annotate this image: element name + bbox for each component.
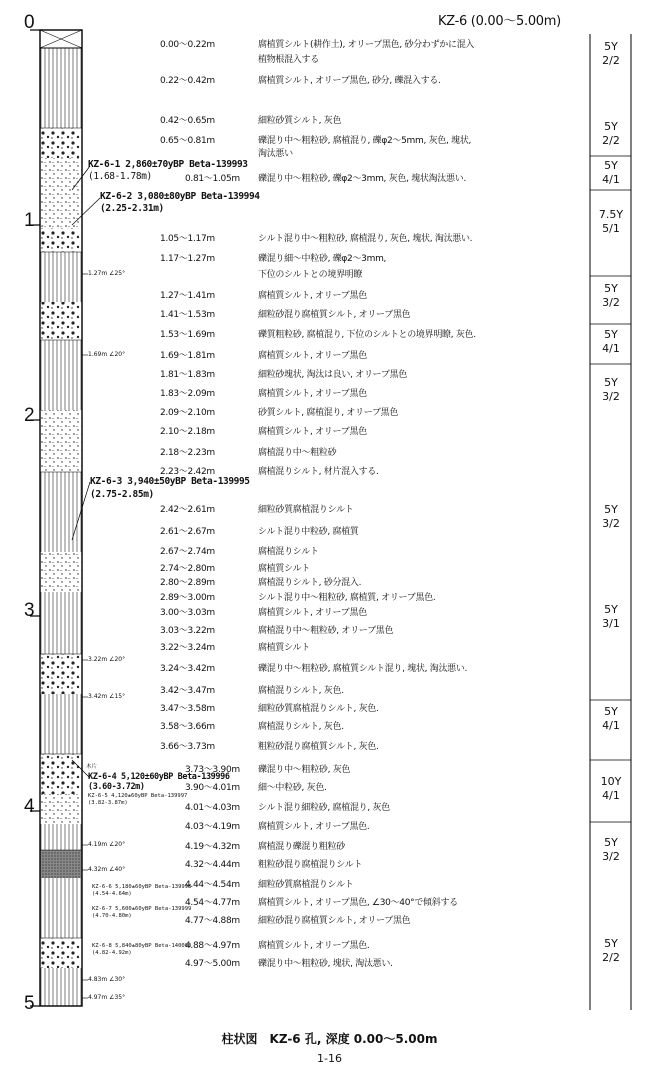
layer-range: 2.89～3.00m [160,593,215,603]
layer-description: 礫混り中～粗粒砂, 礫φ2～3mm, 灰色, 塊状淘汰悪い. [258,174,466,184]
layer-range: 3.42～3.47m [160,686,215,696]
dip-label: 1.69m ∠20° [88,351,126,358]
small-sample-note: KZ-6-5 4,120±60yBP Beta-139997 [88,793,188,799]
layer-range: 2.74～2.80m [160,564,215,574]
layer-range: 2.18～2.23m [160,448,215,458]
dip-label: 4.83m ∠30° [88,976,126,983]
layer-range: 0.00～0.22m [160,40,215,50]
layer-range: 0.65～0.81m [160,136,215,146]
layer-range: 3.22～3.24m [160,643,215,653]
layer-range: 2.09～2.10m [160,408,215,418]
layer-description: シルト混り中～粗粒砂, 腐植質, オリーブ黒色. [258,593,436,603]
layer-description: 細粒砂質腐植混りシルト [258,880,354,890]
layer-range: 0.81～1.05m [185,174,240,184]
layer-description: 細粒砂質腐植混りシルト [258,505,354,515]
layer-description: 細粒砂混り腐植質シルト, オリーブ黒色 [258,310,411,320]
layer-description: 腐植混り礫混り粗粒砂 [258,842,346,852]
small-sample-depth: (4.82-4.92m) [92,950,132,956]
layer-description: 砂質シルト, 腐植混り, オリーブ黒色 [258,408,399,418]
layer-range: 2.61～2.67m [160,527,215,537]
munsell-entry: 5Y 3/1 [602,603,620,630]
layer-range: 0.42～0.65m [160,116,215,126]
layer-description: 腐植質シルト, オリーブ黒色 [258,427,367,437]
layer-range: 3.90～4.01m [185,783,240,793]
layer-range: 1.17～1.27m [160,254,215,264]
sample-note: KZ-6-1 2,860±70yBP Beta-139993 [88,159,248,170]
depth-label-1: 1 [24,210,35,231]
layer-description-cont: 下位のシルトとの境界明瞭 [258,270,363,280]
borehole-title: KZ-6 (0.00～5.00m) [438,14,561,29]
layer-description: 細粒砂塊状, 淘汰は良い, オリーブ黒色 [258,370,407,380]
layer-description: 腐植混りシルト, 灰色. [258,722,344,732]
munsell-entry: 5Y 3/2 [602,503,620,530]
layer-range: 3.24～3.42m [160,664,215,674]
layer-description-cont: 植物根混入する [258,55,319,65]
layer-range: 2.10～2.18m [160,427,215,437]
layer-description: 腐植質シルト, オリーブ黒色, 砂分, 礫混入する. [258,76,441,86]
layer-range: 3.58～3.66m [160,722,215,732]
layer-description: 腐植質シルト, オリーブ黒色, ∠30～40°で傾斜する [258,898,458,908]
layer-description: 腐植混り中～粗粒砂 [258,448,337,458]
dip-label: 4.19m ∠20° [88,841,126,848]
dip-label: 1.27m ∠25° [88,270,126,277]
layer-description: 細～中粒砂, 灰色. [258,783,327,793]
layer-description: 腐植質シルト, オリーブ黒色. [258,941,370,951]
depth-label-3: 3 [24,600,35,621]
layer-description: 腐植質シルト(耕作土), オリーブ黒色, 砂分わずかに混入 [258,40,475,50]
layer-description: 礫混り細～中粒砂, 礫φ2～3mm, [258,254,387,264]
layer-range: 4.54～4.77m [185,898,240,908]
layer-range: 0.22～0.42m [160,76,215,86]
layer-description: 腐植質シルト, オリーブ黒色 [258,291,367,301]
layer-description: 礫混り中～粗粒砂, 塊状, 淘汰悪い. [258,959,393,969]
layer-description-cont: 淘汰悪い [258,149,293,159]
layer-range: 2.80～2.89m [160,578,215,588]
small-sample-note: KZ-6-8 5,840±80yBP Beta-140000 [92,943,192,949]
sample-depth: (2.25-2.31m) [100,203,164,214]
munsell-entry: 5Y 3/2 [602,836,620,863]
figure-caption: 柱状図 KZ-6 孔, 深度 0.00～5.00m [221,1032,438,1046]
sample-depth: (1.68-1.78m) [88,171,152,182]
munsell-entry: 5Y 4/1 [602,328,620,355]
layer-description: 腐植質シルト [258,564,310,574]
layer-range: 3.47～3.58m [160,704,215,714]
layer-description: 細粒砂質腐植混りシルト, 灰色. [258,704,379,714]
dip-label: 3.22m ∠20° [88,656,126,663]
dip-leaders [82,274,88,998]
layer-range: 3.66～3.73m [160,742,215,752]
layer-description: 礫混り中～粗粒砂, 腐植質シルト混り, 塊状, 淘汰悪い. [258,664,468,674]
sample-note: KZ-6-4 5,120±60yBP Beta-139996 [88,772,230,782]
layer-description: 粗粒砂混り腐植質シルト, 灰色. [258,742,379,752]
depth-label-2: 2 [24,405,35,426]
layer-description: 礫混り中～粗粒砂, 腐植混り, 礫φ2～5mm, 灰色, 塊状, [258,136,472,146]
small-sample-depth: (4.70-4.80m) [92,913,132,919]
layer-range: 3.03～3.22m [160,626,215,636]
layer-range: 4.97～5.00m [185,959,240,969]
layer-range: 4.32～4.44m [185,860,240,870]
small-sample-depth: (3.82-3.87m) [88,800,128,806]
layer-description: 粗粒砂混り腐植混りシルト [258,860,363,870]
layer-description: シルト混り中～粗粒砂, 腐植混り, 灰色, 塊状, 淘汰悪い. [258,234,473,244]
layer-description: 細粒砂質シルト, 灰色 [258,116,342,126]
munsell-entry: 5Y 3/2 [602,376,620,403]
layer-description: 腐植質シルト, オリーブ黒色. [258,822,370,832]
layer-range: 1.05～1.17m [160,234,215,244]
layer-range: 4.01～4.03m [185,803,240,813]
dip-label: 4.97m ∠35° [88,994,126,1001]
munsell-entry: 7.5Y 5/1 [598,208,624,235]
layer-range: 2.42～2.61m [160,505,215,515]
layer-description: 腐植混りシルト, 灰色. [258,686,344,696]
layer-range: 4.44～4.54m [185,880,240,890]
sample-note: KZ-6-3 3,940±50yBP Beta-139995 [90,476,250,487]
depth-ticks [30,30,40,1006]
small-sample-depth: (4.54-4.64m) [92,891,132,897]
small-sample-note: KZ-6-7 5,600±60yBP Beta-139999 [92,906,192,912]
munsell-entry: 5Y 4/1 [602,159,620,186]
layer-description: 腐植混り中～粗粒砂, オリーブ黒色 [258,626,394,636]
depth-label-5: 5 [24,993,35,1014]
layer-description: 礫混り中～粗粒砂, 灰色 [258,765,351,775]
dip-label: 3.42m ∠15° [88,693,126,700]
layer-description: 腐植質シルト, オリーブ黒色 [258,351,367,361]
layer-range: 4.88～4.97m [185,941,240,951]
layer-range: 4.77～4.88m [185,916,240,926]
munsell-entry: 5Y 3/2 [602,282,620,309]
sample-depth: (2.75-2.85m) [90,489,154,500]
layer-description: 腐植混りシルト, 材片混入する. [258,467,379,477]
layer-description: 腐植混りシルト [258,547,319,557]
sample-depth: (3.60-3.72m) [88,782,145,792]
layer-range: 1.27～1.41m [160,291,215,301]
munsell-entry: 5Y 4/1 [602,705,620,732]
depth-label-0: 0 [24,12,35,33]
munsell-entry: 5Y 2/2 [602,120,620,147]
layer-range: 1.83～2.09m [160,389,215,399]
munsell-entry: 10Y 4/1 [600,775,622,802]
depth-label-4: 4 [24,796,35,817]
dip-label: 4.32m ∠40° [88,866,126,873]
layer-description: シルト混り細粒砂, 腐植混り, 灰色 [258,803,390,813]
wood-fragment-note: 木片 [86,764,98,770]
layer-range: 1.41～1.53m [160,310,215,320]
layer-range: 1.53～1.69m [160,330,215,340]
layer-range: 2.23～2.42m [160,467,215,477]
layer-description: 腐植質シルト [258,643,310,653]
layer-description: 細粒砂混り腐植質シルト, オリーブ黒色 [258,916,411,926]
layer-description: 腐植質シルト, オリーブ黒色 [258,389,367,399]
layer-range: 1.69～1.81m [160,351,215,361]
layer-description: シルト混り中粒砂, 腐植質 [258,527,359,537]
layer-range: 3.73～3.90m [185,765,240,775]
layer-range: 4.03～4.19m [185,822,240,832]
layer-range: 3.00～3.03m [160,608,215,618]
munsell-entry: 5Y 2/2 [602,937,620,964]
layer-range: 2.67～2.74m [160,547,215,557]
layer-description: 腐植質シルト, オリーブ黒色 [258,608,367,618]
small-sample-note: KZ-6-6 5,180±60yBP Beta-139998 [92,884,192,890]
lithology-column [40,30,82,1006]
page-number: 1-16 [317,1052,342,1065]
layer-range: 1.81～1.83m [160,370,215,380]
munsell-entry: 5Y 2/2 [602,40,620,67]
layer-description: 腐植混りシルト, 砂分混入. [258,578,362,588]
sample-note: KZ-6-2 3,080±80yBP Beta-139994 [100,191,260,202]
layer-range: 4.19～4.32m [185,842,240,852]
layer-description: 礫質粗粒砂, 腐植混り, 下位のシルトとの境界明瞭, 灰色. [258,330,476,340]
